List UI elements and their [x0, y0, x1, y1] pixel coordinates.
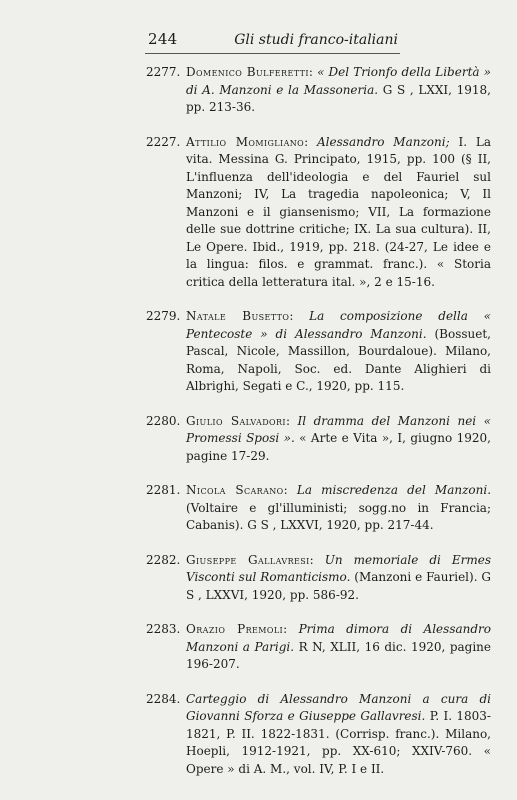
bibliography-entry [146, 64, 491, 117]
entry-separator: : [289, 309, 310, 323]
entry-separator: : [285, 413, 298, 428]
entry-title: Un memoriale di Ermes Visconti sul Romanticismo. [186, 552, 491, 584]
entry-title: Alessandro Manzoni; [317, 134, 450, 149]
page-header [148, 30, 398, 48]
bibliography-entry [146, 621, 491, 674]
bibliography-list [146, 64, 491, 795]
bibliography-entry [146, 691, 491, 779]
entry-text [186, 621, 491, 674]
entry-title: La composizione della « Pentecoste » di Alessandro Manzoni. [186, 309, 492, 341]
entry-text [186, 482, 491, 535]
bibliography-entry [146, 308, 491, 396]
bibliography-entry [146, 413, 491, 466]
entry-separator: : [308, 65, 318, 79]
bibliography-entry [146, 552, 491, 605]
entry-author: Attilio Momigliano [186, 134, 305, 149]
entry-text [186, 552, 491, 605]
entry-separator: : [304, 134, 318, 149]
entry-details: « Arte e Vita », I, giugno 1920, pagine 17-29. [186, 431, 491, 463]
bibliography-entry [146, 134, 491, 292]
entry-author: Domenico Bulferetti [186, 65, 309, 79]
entry-details: P. I. 1803-1821, P. II. 1822-1831. (Corrisp. franc.). Milano, Hoepli, 1912-1921, pp. XX-610; XXIV-760. « Opere » di A. M., vol. IV, P. I e II. [186, 709, 491, 776]
entry-number: 2281. [146, 483, 181, 497]
entry-details: (Manzoni e Fauriel). G S , LXXVI, 1920, pp. 586-92. [186, 570, 491, 602]
entry-details: (Voltaire e gl'illuministi; sogg.no in Francia; Cabanis). G S , LXXVI, 1920, pp. 217-44. [186, 500, 491, 532]
entry-title: Carteggio di Alessandro Manzoni a cura di Giovanni Sforza e Giuseppe Gallavresi. [186, 691, 491, 723]
entry-text [186, 413, 491, 466]
bibliography-entry [146, 482, 491, 535]
entry-number: 2277. [146, 65, 181, 79]
entry-author: Nicola Scarano [186, 483, 284, 497]
header-rule [145, 53, 400, 54]
entry-number: 2279. [146, 309, 181, 323]
entry-number: 2284. [146, 691, 181, 706]
entry-text [186, 134, 491, 292]
entry-number: 2227. [146, 134, 181, 149]
entry-text [186, 691, 491, 779]
entry-details: R N, XLII, 16 dic. 1920, pagine 196-207. [186, 639, 492, 671]
entry-text [186, 64, 491, 117]
entry-number: 2280. [146, 413, 181, 428]
entry-author: Orazio Premoli [186, 622, 284, 636]
entry-title: La miscredenza del Manzoni. [296, 483, 492, 497]
entry-number: 2283. [146, 622, 181, 636]
entry-title: Prima dimora di Alessandro Manzoni a Parigi. [186, 622, 492, 654]
entry-author: Giulio Salvadori [186, 413, 286, 428]
entry-separator: : [283, 483, 297, 497]
entry-number: 2282. [146, 552, 181, 567]
entry-details: (Bossuet, Pascal, Nicole, Massillon, Bourdaloue). Milano, Roma, Napoli, Soc. ed. Dante Alighieri di Albrighi, Segati e C., 1920, pp. 115. [186, 326, 491, 393]
entry-title: Il dramma del Manzoni nei « Promessi Sposi ». [186, 413, 491, 445]
entry-details: G S , LXXI, 1918, pp. 213-36. [186, 82, 492, 114]
entry-details: I. La vita. Messina G. Principato, 1915, pp. 100 (§ II, L'influenza dell'ideologia e del Fauriel sul Manzoni; IV, La tragedia napoleonica; V, Il Manzoni e il giansenismo; VII, La formazione delle sue dottrine critiche; IX. La sua cultura). II, Le Opere. Ibid., 1919, pp. 218. (24-27, Le idee e la lingua: filos. e grammat. franc.). « Storia critica della letteratura ital. », 2 e 15-16. [186, 134, 492, 289]
entry-title: « Del Trionfo della Libertà » di A. Manzoni e la Massoneria. [186, 65, 492, 97]
entry-author: Giuseppe Gallavresi [186, 552, 310, 567]
page-number: 244 [148, 30, 178, 48]
running-title: Gli studi franco-italiani [234, 32, 398, 48]
entry-separator: : [283, 622, 299, 636]
entry-separator: : [309, 552, 325, 567]
entry-author: Natale Busetto [186, 309, 290, 323]
entry-text [186, 308, 491, 396]
